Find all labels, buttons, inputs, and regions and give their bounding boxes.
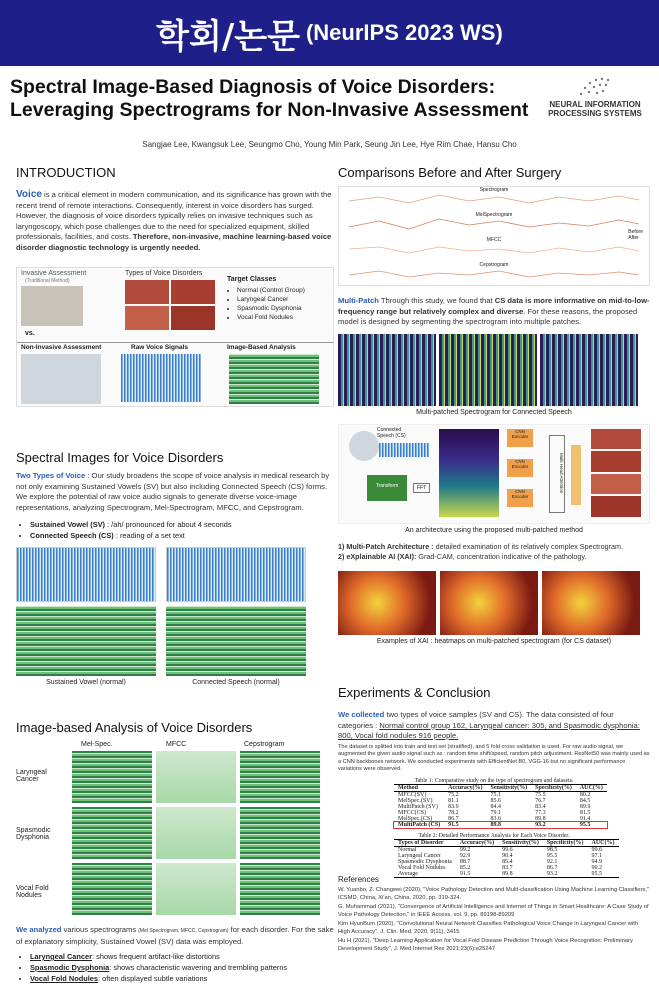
list-item: • Sustained Vowel (SV) : /ah/ pronounced for about 4 seconds: [30, 519, 334, 530]
table-cell: 92.9: [459, 852, 471, 859]
surgery-section: [338, 165, 650, 645]
raw-signal-image: [121, 354, 201, 402]
image-analysis-thumbnails: [229, 354, 319, 404]
xai-heatmaps: [338, 571, 650, 635]
table-cell: 91.4: [579, 815, 591, 822]
table-cell: 75.1: [490, 791, 501, 798]
poster-title: Spectral Image-Based Diagnosis of Voice Disorders: Leveraging Spectrograms for Non-Invasive Assessment: [10, 76, 529, 121]
analysis-section: [16, 720, 334, 984]
architecture-diagram: Connected Speech (CS) Transform FFT CNN Encoder CNN Encoder CNN Encoder Multi Head Attention: [338, 424, 650, 524]
table-cell: 94.9: [591, 858, 602, 865]
table-cell: Average: [398, 870, 418, 877]
table-header-cell: Specificity(%): [531, 784, 576, 791]
cs-caption: Connected Speech (normal): [192, 679, 280, 686]
table-row: [394, 822, 607, 829]
speaker-head-icon: [349, 431, 379, 461]
table-cell: MFCC(CS): [398, 809, 427, 816]
target-classes-list: • Normal (Control Group) • Laryngeal Cancer • Spasmodic Dysphonia • Vocal Fold Nodules: [223, 286, 305, 322]
surgery-heading: Comparisons Before and After Surgery: [338, 165, 562, 180]
waveform-row: [16, 547, 334, 602]
results-table-1: Table 1: Comparative study on the type of spectrogram and datasets. Method Accuracy(%) Sensitivity(%) Specificity(%) AUC(%) MFCC(SV) 75.2 75.1 75.5 80.2 MelSpec.(SV) 81.1 85.6 76.7 84.5 MultiPatch (SV) 83.9 84.4 83.4 89.9 MFCC(CS) 78.2 79.1 77.3 81.5 MelSpec.(CS) 86.7 83.6 89.8 91.4 MultiPatch (CS) 91.5 89.8 93.2 95.5: [394, 778, 650, 829]
cs-waveform: [166, 547, 306, 602]
table-cell: 84.4: [490, 803, 501, 810]
table-cell: MelSpec.(SV): [398, 797, 433, 804]
noninvasive-photo: [21, 354, 101, 404]
table-cell: 91.5: [459, 870, 471, 877]
banner-korean: 학회/논문: [156, 16, 300, 57]
table-cell: 93.2: [546, 870, 558, 877]
spectral-heading: Spectral Images for Voice Disorders: [16, 450, 224, 465]
table-header-cell: Sensitivity(%): [487, 784, 532, 791]
table-cell: 83.9: [448, 803, 459, 810]
method-points: 1) Multi-Patch Architecture : detailed examination of its relatively complex Spectrogram. 2) eXplainable AI (XAI): Grad-CAM, concentration indicative of the pathology.: [338, 541, 623, 561]
multipatch-paragraph: Multi-Patch Through this study, we found that CS data is more informative on mid-to-low-frequency range but relatively complex and diverse. For these reasons, the proposed model is designed by segmenting the spectrogram into multiple patches.: [338, 296, 650, 326]
neurips-logo-icon: [575, 74, 615, 100]
sv-waveform: [16, 547, 156, 602]
table-cell: Spasmodic Dysphonia: [398, 858, 452, 865]
table-cell: Normal: [398, 846, 417, 853]
table-cell: Vocal Fold Nodules: [398, 864, 446, 871]
table-cell: 84.5: [579, 797, 591, 804]
table-cell: 89.8: [502, 870, 513, 877]
table-cell: 92.1: [546, 858, 558, 865]
table-cell: 81.5: [579, 809, 591, 816]
sv-caption: Sustained Vowel (normal): [46, 679, 126, 686]
reference-item: Hu H (2021), "Deep Learning Application for Vocal Fold Disease Prediction Through Voice Recognition: Preliminary Development Study", J. Med Internet Res 2021;23(6):e25247: [338, 938, 633, 952]
spectral-images-section: [16, 450, 334, 686]
reference-item: Kim HyunBum (2020), "Convolutional Neural Network Classifies Pathological Voice Change in Laryngeal Cancer with High Accuracy", J. Clin. Med. 2020, 9(11), 3415: [338, 921, 639, 935]
author-list: Sangjae Lee, Kwangsuk Lee, Seungmo Cho, Young Min Park, Seung Jin Lee, Hye Rim Chae, Hansu Cho: [142, 140, 517, 149]
table-header-cell: Method: [394, 784, 444, 791]
table-header-cell: AUC(%): [576, 784, 607, 791]
table-cell: 80.2: [579, 791, 591, 798]
table-header-row: [394, 839, 619, 846]
table-cell: MelSpec.(CS): [398, 815, 433, 822]
header-banner: [0, 0, 659, 66]
experiments-paragraph: We collected two types of voice samples (SV and CS). The data consisted of four categories : Normal control group 162, Laryngeal cancer: 305, and Spasmodic dysphonia: 800, Vocal fold nodules 916 people.: [338, 710, 640, 740]
disorder-findings-list: [16, 951, 334, 984]
table-cell: 79.1: [490, 809, 501, 816]
table-header-cell: Types of Disorder: [394, 839, 456, 846]
list-item: • Connected Speech (CS) : reading of a set text: [30, 530, 334, 541]
analysis-figure: Mel-Spec. MFCC Cepstrogram Laryngeal Cancer Spasmodic Dysphonia Vocal Fold Nodules: [16, 741, 334, 921]
table-cell: 85.4: [502, 858, 513, 865]
experiments-details: The dataset is splitted into train and test set (stratified), and 5 fold cross validation is used. For raw audio signal, we augmented the given audio signal such as : random time shift/speed, random pitch adjustment. ResNet50 was mainly used as a CNN backbones network. We conducted experiments with EfficientNet B0, VGG-16 but no significant performance variations were observed.: [338, 743, 650, 772]
voice-type-list: [16, 519, 334, 541]
table-header-cell: Accuracy(%): [456, 839, 498, 846]
plot-legend: Before After: [628, 229, 643, 241]
list-item: • Laryngeal Cancer: shows frequent artifact-like distortions: [30, 951, 334, 962]
table-cell: MultiPatch (SV): [398, 803, 438, 810]
analysis-heading: Image-based Analysis of Voice Disorders: [16, 720, 253, 735]
experiments-section: [338, 685, 650, 878]
multipatch-images: [338, 334, 650, 406]
table-cell: 88.7: [459, 858, 471, 865]
intro-paragraph: Voice is a critical element in modern communication, and its significance has grown with the recent trend of remote interactions. Consequently, interest in voice disorders has surged. However, the diagnosis of voice disorders typically relies on invasive techniques such as laryngoscopy, which pose challenges due to the need for specialized equipment, skilled professionals, facilities, and costs. Therefore, non-invasive, machine learning-based voice disorder diagnostic technology is urgently needed.: [16, 189, 332, 252]
table-cell: 99.6: [502, 846, 513, 853]
table-cell: 90.4: [502, 852, 513, 859]
table-cell: 97.1: [591, 852, 602, 859]
table-cell: 86.7: [448, 815, 459, 822]
spectral-paragraph: Two Types of Voice : Our study broadens the scope of voice analysis in medical research by not only examining Sustained Vowels (SV) but also including Connected Speech (CS) forms. We explore the potential of raw voice audio signals to generate diverse voice-image representations, analyzing Spectrogram, Mel-Spectrogram, MFCC, and Cepstrogram.: [16, 471, 330, 512]
table-cell: 98.5: [546, 846, 558, 853]
architecture-caption: An architecture using the proposed multi-patched method: [405, 526, 583, 534]
table-cell: 76.7: [535, 797, 546, 804]
intro-heading: INTRODUCTION: [16, 165, 116, 180]
banner-venue: (NeurIPS 2023 WS): [305, 20, 503, 45]
references-section: [338, 875, 650, 955]
table-header-cell: AUC(%): [588, 839, 619, 846]
table-cell: 99.6: [591, 846, 602, 853]
before-after-lines: [339, 187, 649, 287]
introduction-section: [16, 165, 334, 407]
table-cell: 75.2: [448, 791, 459, 798]
table-cell: 78.2: [448, 809, 459, 816]
table-cell: MultiPatch (CS): [398, 821, 441, 828]
table-cell: 89.8: [535, 815, 546, 822]
output-larynx-images: [591, 429, 641, 517]
table-cell: 99.2: [459, 846, 471, 853]
table-cell: 95.5: [591, 870, 602, 877]
table-cell: 75.5: [535, 791, 546, 798]
intro-figure: Invasive Assessment (Traditional Method) Types of Voice Disorders Target Classes • Normal (Control Group) • Laryngeal Cancer • Spasmodic Dysphonia • Vocal Fold Nodules vs. Non-Invasive Assessment Raw Voice Signals Image-Based Analysis: [16, 267, 334, 407]
results-table-2: Table 2: Detailed Performance Analysis for Each Voice Disorder. Types of Disorder Accuracy(%) Sensitivity(%) Specificity(%) AUC(%) Normal 99.2 99.6 98.5 99.6 Laryngeal Cancer 92.9 90.4 95.5 97.1 Spasmodic Dysphonia 88.7 85.4 92.1 94.9 Vocal Fold Nodules 85.2 83.7 86.7 90.2 Average 91.5 89.8 93.2 95.5: [394, 833, 650, 878]
list-item: • Spasmodic Dysphonia: shows characteristic wavering and trembling patterns: [30, 962, 334, 973]
table-cell: 86.7: [546, 864, 558, 871]
table-cell: 90.2: [591, 864, 602, 871]
larynx-images: [125, 280, 215, 330]
analysis-paragraph: We analyzed various spectrograms (Mel Spectrogram, MFCC, Cepstrogram) for each disorder. For the sake of explanatory simplicity, Sustained Vowel (SV) data was employed.: [16, 925, 334, 946]
table-cell: 77.3: [535, 809, 546, 816]
table-cell: MFCC(SV): [398, 791, 427, 798]
table-cell: Laryngeal Cancer: [398, 852, 441, 859]
table-header-row: [394, 784, 607, 791]
invasive-photo: [21, 286, 83, 326]
experiments-heading: Experiments & Conclusion: [338, 685, 491, 700]
multipatch-caption: Multi-patched Spectrogram for Connected Speech: [416, 408, 572, 416]
table-header-cell: Accuracy(%): [444, 784, 486, 791]
xai-caption: Examples of XAI : heatmaps on multi-patched spectrogram (for CS dataset): [376, 637, 612, 645]
table-cell: 83.7: [502, 864, 513, 871]
list-item: • Vocal Fold Nodules: often displayed subtle variations: [30, 973, 334, 984]
spectrogram-row: [16, 606, 334, 676]
before-after-plot: Spectrogram MelSpectrogram MFCC Cepstrogram Before After: [338, 186, 650, 286]
table-cell: 83.4: [535, 803, 546, 810]
neurips-logo: NEURAL INFORMATION PROCESSING SYSTEMS: [539, 74, 651, 118]
table-cell: 95.5: [579, 821, 591, 828]
table-cell: 93.2: [535, 821, 546, 828]
poster-header: [0, 66, 659, 164]
table-cell: 95.5: [546, 852, 558, 859]
reference-item: W. Yuanbo, Z. Changwei (2020), "Voice Pathology Detection and Multi-classification Using Machine Learning Classifiers," ICSMD, China, Xi'an, China, 2020, pp. 319-324.: [338, 887, 650, 901]
table-cell: 91.5: [448, 821, 459, 828]
sv-spectrograms: [16, 606, 156, 676]
table-cell: 83.6: [490, 815, 501, 822]
table-cell: 89.8: [490, 821, 501, 828]
cs-spectrograms: [166, 606, 306, 676]
table-cell: 89.9: [579, 803, 591, 810]
references-heading: References: [338, 875, 379, 884]
table-cell: 85.6: [490, 797, 501, 804]
table-cell: 85.2: [459, 864, 471, 871]
reference-item: G. Muhammad (2021), "Convergence of Artificial Intelligence and Internet of Things in Smart Healthcare: A Case Study of Voice Pathology Detection," in IEEE Access, vol. 9, pp. 89198-89209: [338, 904, 649, 918]
table-cell: 81.1: [448, 797, 459, 804]
table-header-cell: Sensitivity(%): [498, 839, 543, 846]
table-header-cell: Specificity(%): [543, 839, 588, 846]
